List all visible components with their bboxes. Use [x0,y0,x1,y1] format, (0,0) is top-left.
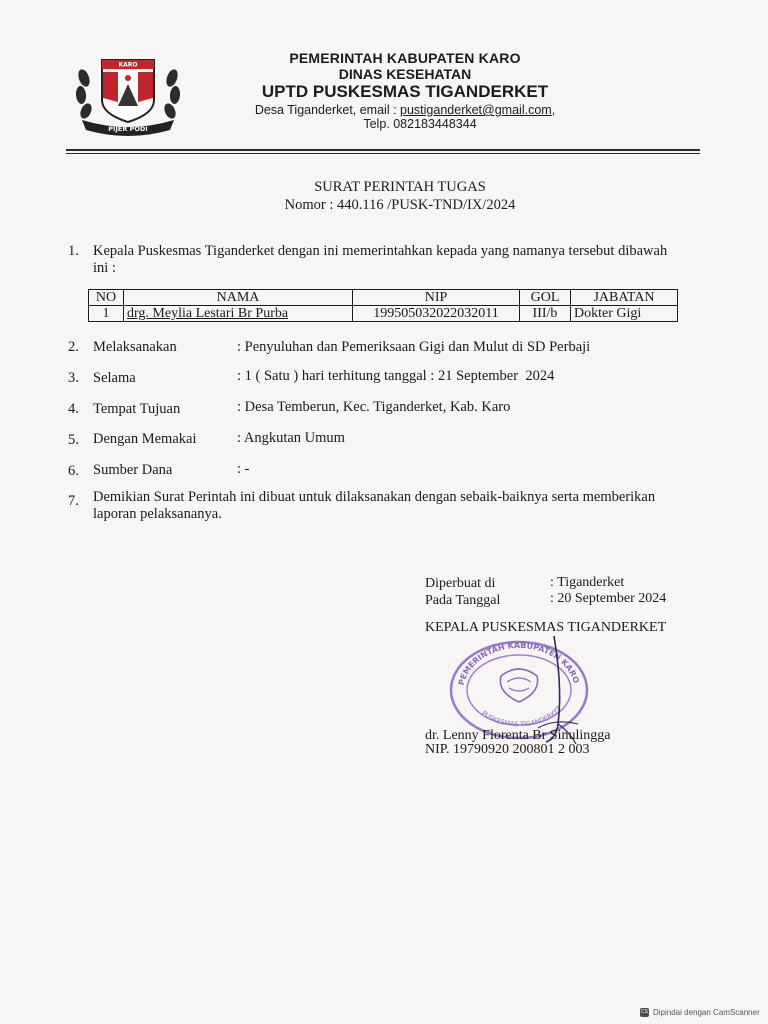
made-at-value: : Tiganderket [550,575,625,590]
karo-regency-crest-icon [72,50,184,136]
signatory-position: KEPALA PUSKESMAS TIGANDERKET [425,620,667,635]
cell-gol: III/b [520,306,571,322]
letter-number: Nomor : 440.116 /PUSK-TND/IX/2024 [284,197,516,213]
signatory-name: dr. Lenny Florenta Br Sinulingga [425,728,611,743]
stamp-outer-text: PEMERINTAH KABUPATEN KARO [456,640,581,687]
item-label-melaksanakan: Melaksanakan [93,339,177,355]
item-number: 2. [68,339,79,355]
table-row [89,306,678,322]
cell-nip: 199505032022032011 [353,306,520,322]
item-closing-line2: laporan pelaksananya. [93,506,222,522]
address-prefix: Desa Tiganderket, email : [254,103,401,117]
item-number: 4. [68,401,79,417]
made-at-label: Diperbuat di [425,576,496,591]
date-value: : 20 September 2024 [550,591,667,606]
assignee-table [88,289,678,322]
item-instruction-line1: Kepala Puskesmas Tiganderket dengan ini memerintahkan kepada yang namanya tersebut dibawah [93,243,668,259]
item-number: 5. [68,432,79,448]
item-label-selama: Selama [93,370,136,386]
camscanner-icon: CS [641,1009,648,1015]
item-number: 1. [68,243,79,259]
letterhead-address [240,103,570,117]
email-link[interactable]: pustiganderket@gmail.com [400,103,552,117]
item-number: 3. [68,370,79,386]
cell-nama: drg. Meylia Lestari Br Purba [124,306,353,322]
letterhead-phone: Telp. 082183448344 [363,117,477,131]
item-closing-line1: Demikian Surat Perintah ini dibuat untuk dilaksanakan dengan sebaik-baiknya serta memberikan [93,489,656,505]
letterhead [240,50,570,131]
item-value-dengan-memakai: : Angkutan Umum [237,430,345,446]
item-closing [93,489,655,523]
item-label-tempat-tujuan: Tempat Tujuan [93,401,181,417]
column-header-jabatan: JABATAN [571,290,678,306]
column-header-nip: NIP [353,290,520,306]
item-number: 7. [68,493,79,509]
column-header-no: NO [89,290,124,306]
letter-title [230,178,570,214]
scanner-watermark [640,1005,760,1019]
item-number: 6. [68,463,79,479]
column-header-nama: NAMA [124,290,353,306]
cell-no: 1 [89,306,124,322]
item-value-melaksanakan: : Penyuluhan dan Pemeriksaan Gigi dan Mulut di SD Perbaji [237,339,591,355]
item-instruction [93,243,667,277]
column-header-gol: GOL [520,290,571,306]
scanner-text: Dipindai dengan CamScanner [653,1007,760,1017]
crest-motto: PIJER PODI [108,125,148,133]
stamp-inner-text: PUSKESMAS TIGANDERKET [480,704,564,729]
date-label: Pada Tanggal [425,593,501,608]
letterhead-government: PEMERINTAH KABUPATEN KARO [289,50,521,66]
address-suffix: , [551,103,556,117]
table-header-row [89,290,678,306]
item-value-sumber-dana: : - [237,461,250,477]
letterhead-institution: UPTD PUSKESMAS TIGANDERKET [261,82,549,101]
cell-jabatan: Dokter Gigi [571,306,678,322]
item-label-sumber-dana: Sumber Dana [93,462,173,478]
item-value-selama: : 1 ( Satu ) hari terhitung tanggal : 21 September 2024 [237,368,555,384]
signatory-nip: NIP. 19790920 200801 2 003 [425,742,590,757]
letterhead-divider [66,149,700,151]
letterhead-divider-thin [66,153,700,154]
crest-top-text: KARO [118,61,138,69]
item-value-tempat-tujuan: : Desa Temberun, Kec. Tiganderket, Kab. Karo [237,399,511,415]
letterhead-department: DINAS KESEHATAN [338,66,472,82]
letter-heading: SURAT PERINTAH TUGAS [314,179,486,195]
item-instruction-line2: ini : [93,260,116,276]
item-label-dengan-memakai: Dengan Memakai [93,431,197,447]
